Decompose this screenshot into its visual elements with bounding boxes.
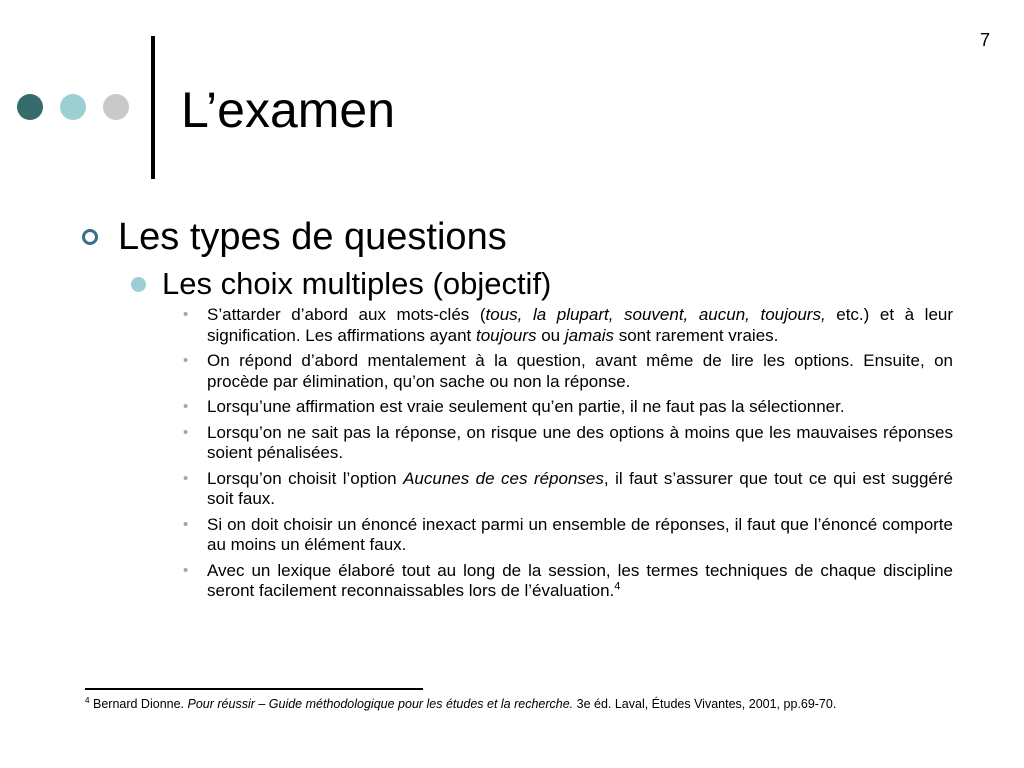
item-text: etc.) et à leur signification. Les affirmations ayant [207,305,954,345]
title-divider [151,36,155,179]
footnote-author: Bernard Dionne. [89,697,188,711]
item-text: , il faut s’assurer que tout ce qui est suggéré soit faux. [207,468,954,508]
bullet-list [183,305,953,607]
footnote-divider [85,688,423,690]
list-item [183,561,953,602]
level2-bullet-icon [131,277,146,292]
item-text: Si on doit choisir un énoncé inexact parmi un ensemble de réponses, il faut que l’énoncé comporte au moins un élément faux. [207,514,953,554]
bullet-icon: • [183,398,189,415]
footnote-title: Pour réussir – Guide méthodologique pour les études et la recherche. [187,697,574,711]
item-text: Avec un lexique élaboré tout au long de la session, les termes techniques de chaque discipline seront facilement reconnaissables lors de l’évaluation. [207,560,953,600]
bullet-icon: • [183,352,189,369]
item-text: Lorsqu’on choisit l’option [207,468,404,488]
footnote [85,697,836,711]
bullet-icon: • [183,306,189,323]
list-item [183,305,953,346]
bullet-icon: • [183,469,189,487]
level1-bullet-icon [82,229,98,245]
level1-heading: Les types de questions [118,216,507,258]
bullet-icon: • [183,515,189,533]
item-text: toujours [476,325,537,345]
item-text: jamais [564,325,614,345]
list-item [183,423,953,464]
footnote-marker: 4 [85,695,90,705]
list-item [183,469,953,510]
slide-title: L’examen [181,82,396,138]
bullet-icon: • [183,561,189,579]
item-text: ou [536,325,565,345]
item-text: sont rarement vraies. [613,325,779,345]
item-text: tous, la plupart, souvent, aucun, toujours, [485,305,826,324]
list-item [183,397,953,418]
item-text: Lorsqu’une affirmation est vraie seulement qu’en partie, il ne faut pas la sélectionner. [207,397,845,416]
list-item [183,515,953,556]
item-text: On répond d’abord mentalement à la question, avant même de lire les options. Ensuite, on procède par élimination, qu’on sache ou non la réponse. [207,351,953,391]
item-text: S’attarder d’abord aux mots-clés ( [207,305,486,324]
footnote-rest: 3e éd. Laval, Études Vivantes, 2001, pp.69-70. [573,697,837,711]
bullet-icon: • [183,423,189,441]
footnote-reference: 4 [614,580,621,593]
level2-heading: Les choix multiples (objectif) [162,266,552,301]
decor-dot-teal [60,94,86,120]
decor-dot-grey [103,94,129,120]
page-number: 7 [979,30,990,50]
decor-dot-dark [17,94,43,120]
item-text: Lorsqu’on ne sait pas la réponse, on risque une des options à moins que les mauvaises réponses soient pénalisées. [207,422,953,462]
list-item [183,351,953,392]
item-text: Aucunes de ces réponses [403,468,604,488]
